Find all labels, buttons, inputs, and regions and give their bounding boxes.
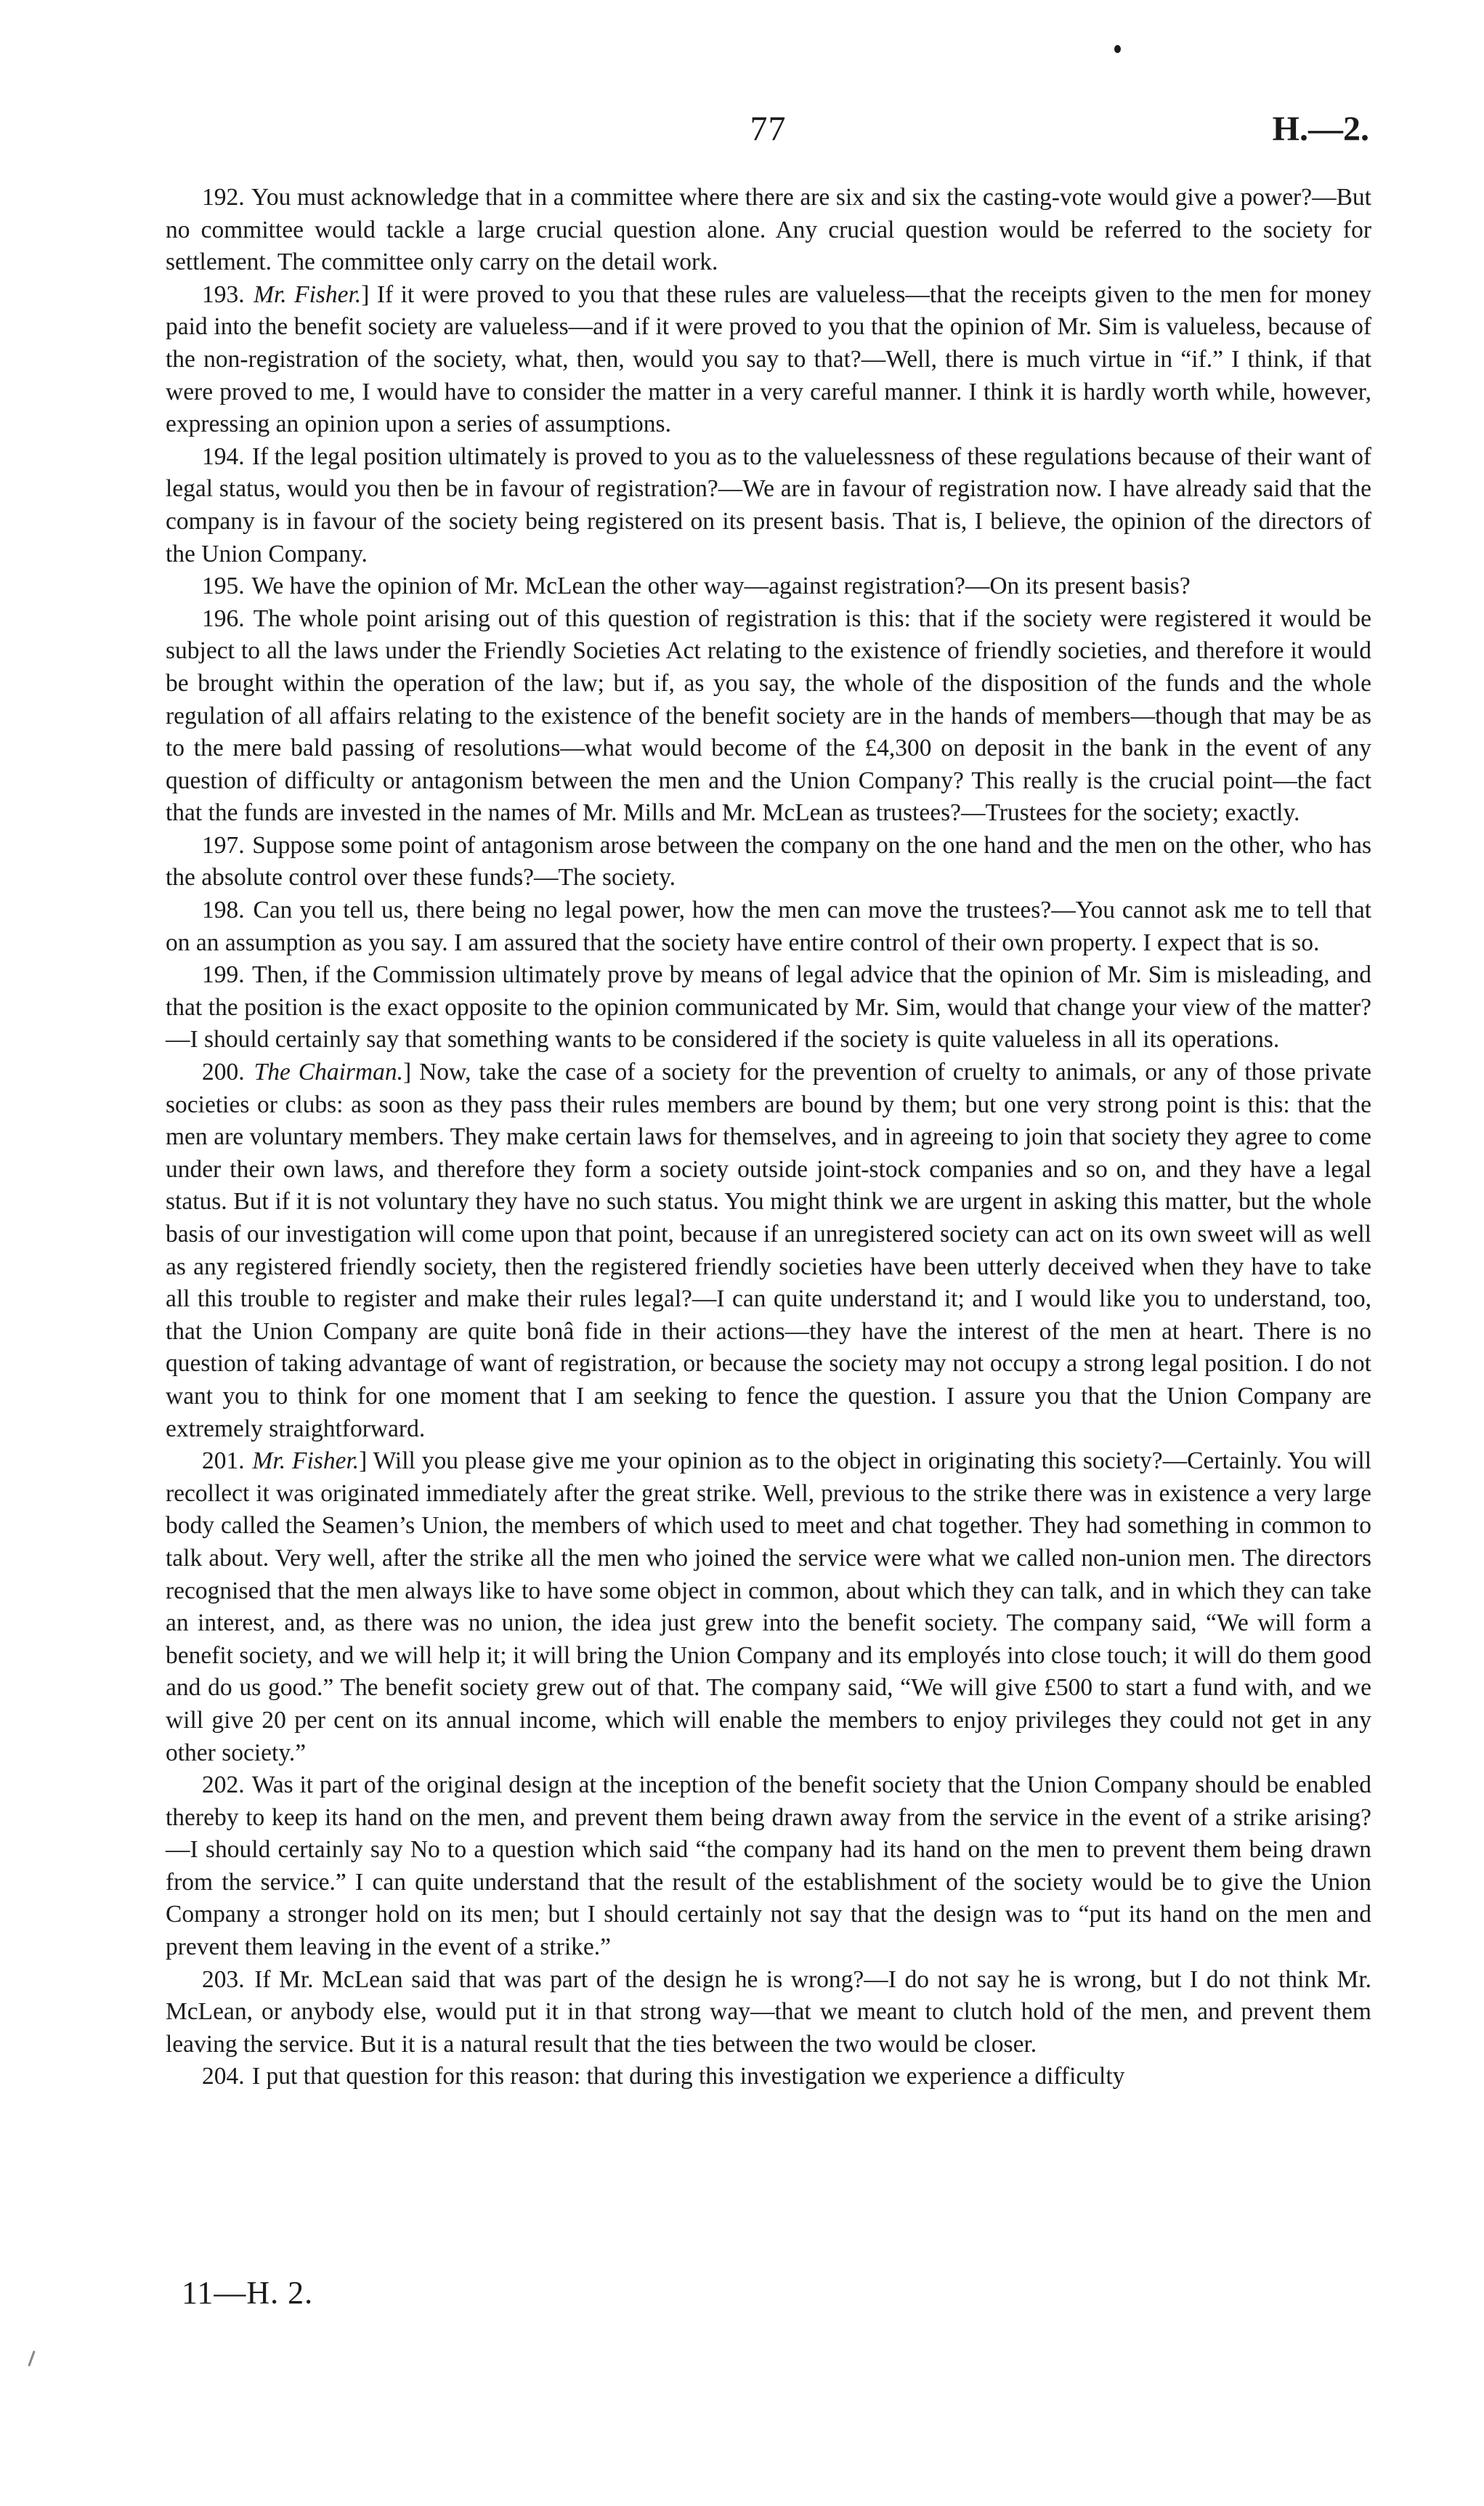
paragraph-text: Will you please give me your opinion as to the object in originating this society?—Certainly. You will recollect it was originated immediately after the great strike. Well, previous to the strike there was in existence a very large body called the Seamen’s Union, the members of which used to meet and chat together. They had something in common to talk about. Very well, after the strike all the men who joined the service were what we called non-union men. The directors recognised that the men always like to have some object in common, about which they can talk, and in which they can take an interest, and, as there was no union, the idea just grew into the benefit society. The company said, “We will form a benefit society, and we will help it; it will bring the Union Company and its employés into close touch; it will do them good and do us good.” The benefit society grew out of that. The company said, “We will give £500 to start a fund with, and we will give 20 per cent on its annual income, which will enable the members to enjoy privileges they could not get in any other society.”: [166, 1447, 1372, 1766]
paragraph-text: You must acknowledge that in a committee where there are six and six the casting-vote would give a power?—But no committee would tackle a large crucial question alone. Any crucial question would be referred to the society for settlement. The committee only carry on the detail work.: [166, 184, 1371, 276]
paragraph: 193. Mr. Fisher.] If it were proved to you that these rules are valueless—that the receipts given to the men for money paid into the benefit society are valueless—and if it were proved to you that the opinion of Mr. Sim is valueless, because of the non-registration of the society, what, then, would you say to that?—Well, there is much virtue in “if.” I think, if that were proved to me, I would have to consider the matter in a very careful manner. I think it is hardly worth while, however, expressing an opinion upon a series of assumptions.: [166, 280, 1372, 438]
question-number: 196.: [202, 605, 245, 632]
paragraph-text: If the legal position ultimately is proved to you as to the valuelessness of these regulations because of their want of legal status, would you then be in favour of registration?—We are in favour of registration now. I have already said that the company is in favour of the society being registered on its present basis. That is, I believe, the opinion of the directors of the Union Company.: [166, 442, 1372, 567]
question-number: 204.: [202, 2063, 245, 2090]
paragraph-text: Can you tell us, there being no legal power, how the men can move the trustees?—You cannot ask me to tell that on an assumption as you say. I am assured that the society have entire control of their own property. I expect that is so.: [166, 897, 1371, 956]
paragraph: [166, 959, 1371, 1056]
margin-mark: [28, 2351, 35, 2366]
scan-speck: [1114, 45, 1121, 53]
paragraph-text: Then, if the Commission ultimately prove by means of legal advice that the opinion of Mr. Sim is misleading, and that the position is the exact opposite to the opinion communicated by Mr. Sim, would that change your view of the matter?—I should certainly say that something wants to be considered if the society is quite valueless in all its operations.: [166, 961, 1371, 1054]
paragraph: [166, 1964, 1371, 2061]
paragraph-text: We have the opinion of Mr. McLean the other way—against registration?—On its present basis?: [251, 573, 1191, 600]
page-header: [167, 109, 1369, 153]
question-number: 194.: [202, 442, 245, 470]
paragraph: [166, 2061, 1371, 2093]
paragraph: [166, 830, 1371, 894]
question-number: 195.: [202, 573, 245, 600]
question-number: 193.: [202, 280, 245, 308]
paragraph: [166, 182, 1371, 279]
paragraph: [166, 894, 1371, 959]
paragraph-text: I put that question for this reason: that during this investigation we experience a difficulty: [252, 2063, 1125, 2090]
question-number: 192.: [202, 184, 245, 211]
paragraph: [166, 441, 1371, 570]
speaker: Mr. Fisher.: [252, 1447, 360, 1475]
paragraph-text: Suppose some point of antagonism arose between the company on the one hand and the men on the other, who has the absolute control over these funds?—The society.: [166, 831, 1371, 892]
question-number: 197.: [202, 831, 245, 859]
speaker: Mr. Fisher.: [254, 280, 362, 308]
question-number: 202.: [202, 1771, 245, 1799]
paragraph-text: Now, take the case of a society for the prevention of cruelty to animals, or any of those private societies or clubs: as soon as they pass their rules members are bound by them; but one very strong point is this: that the men are voluntary members. They make certain laws for themselves, and in agreeing to join that society they agree to come under their own laws, and therefore they form a society outside joint-stock companies and so on, and they have a legal status. But if it is not voluntary they have no such status. You might think we are urgent in asking this matter, but the whole basis of our investigation will come upon that point, because if an unregistered society can act on its own sweet will as well as any registered friendly society, then the registered friendly societies have been utterly deceived when they have to take all this trouble to register and make their rules legal?—I can quite understand it; and I would like you to understand, too, that the Union Company are quite bonâ fide in their actions—they have the interest of the men at heart. There is no question of taking advantage of want of registration, or because the society may not occupy a strong legal position. I do not want you to think for one moment that I am seeking to fence the question. I assure you that the Union Company are extremely straightforward.: [166, 1059, 1371, 1442]
paragraph: [166, 1769, 1371, 1964]
body-text: [166, 182, 1371, 2093]
paragraph: [166, 603, 1371, 830]
paragraph: [166, 570, 1371, 603]
paragraph-text: Was it part of the original design at the inception of the benefit society that the Union Company should be enabled thereby to keep its hand on the men, and prevent them being drawn away from the service in the event of a strike arising?—I should certainly say No to a question which said “the company had its hand on the men to prevent them being drawn from the service.” I can quite understand that the result of the establishment of the society would be to give the Union Company a stronger hold on its men; but I should certainly not say that the design was to “put its hand on the men and prevent them leaving in the event of a strike.”: [166, 1771, 1371, 1961]
page-number: 77: [750, 110, 787, 148]
question-number: 203.: [202, 1965, 245, 1993]
paragraph: 201. Mr. Fisher.] Will you please give me your opinion as to the object in originating this society?—Certainly. You will recollect it was originated immediately after the great strike. Well, previous to the strike there was in existence a very large body called the Seamen’s Union, the members of which used to meet and chat together. They had something in common to talk about. Very well, after the strike all the men who joined the service were what we called non-union men. The directors recognised that the men always like to have some object in common, about which they can talk, and in which they can take an interest, and, as there was no union, the idea just grew into the benefit society. The company said, “We will form a benefit society, and we will help it; it will bring the Union Company and its employés into close touch; it will do them good and do us good.” The benefit society grew out of that. The company said, “We will give £500 to start a fund with, and we will give 20 per cent on its annual income, which will enable the members to enjoy privileges they could not get in any other society.”: [166, 1447, 1372, 1766]
question-number: 201.: [202, 1447, 245, 1475]
paragraph: 200. The Chairman.] Now, take the case of a society for the prevention of cruelty to animals, or any of those private societies or clubs: as soon as they pass their rules members are bound by them; but one very strong point is this: that the men are voluntary members. They make certain laws for themselves, and in agreeing to join that society they agree to come under their own laws, and therefore they form a society outside joint-stock companies and so on, and they have a legal status. But if it is not voluntary they have no such status. You might think we are urgent in asking this matter, but the whole basis of our investigation will come upon that point, because if an unregistered society can act on its own sweet will as well as any registered friendly society, then the registered friendly societies have been utterly deceived when they have to take all this trouble to register and make their rules legal?—I can quite understand it; and I would like you to understand, too, that the Union Company are quite bonâ fide in their actions—they have the interest of the men at heart. There is no question of taking advantage of want of registration, or because the society may not occupy a strong legal position. I do not want you to think for one moment that I am seeking to fence the question. I assure you that the Union Company are extremely straightforward.: [166, 1059, 1371, 1442]
paragraph-text: If it were proved to you that these rules are valueless—that the receipts given to the men for money paid into the benefit society are valueless—and if it were proved to you that the opinion of Mr. Sim is valueless, because of the non-registration of the society, what, then, would you say to that?—Well, there is much virtue in “if.” I think, if that were proved to me, I would have to consider the matter in a very careful manner. I think it is hardly worth while, however, expressing an opinion upon a series of assumptions.: [166, 280, 1372, 438]
paragraph-text: If Mr. McLean said that was part of the design he is wrong?—I do not say he is wrong, but I do not think Mr. McLean, or anybody else, would put it in that strong way—that we meant to clutch hold of the men, and prevent them leaving the service. But it is a natural result that the ties between the two would be closer.: [166, 1965, 1372, 2058]
speaker: The Chairman.: [254, 1059, 404, 1086]
document-reference: H.—2.: [1272, 110, 1369, 148]
paragraph-text: The whole point arising out of this question of registration is this: that if the society were registered it would be subject to all the laws under the Friendly Societies Act relating to the existence of friendly societies, and therefore it would be brought within the operation of the law; but if, as you say, the whole of the disposition of the funds and the whole regulation of all affairs relating to the existence of the benefit society are in the hands of members—though that may be as to the mere bald passing of resolutions—what would become of the £4,300 on deposit in the bank in the event of any question of difficulty or antagonism between the men and the Union Company? This really is the crucial point—the fact that the funds are invested in the names of Mr. Mills and Mr. McLean as trustees?—Trustees for the society; exactly.: [166, 605, 1371, 827]
signature-mark: 11—H. 2.: [182, 2275, 314, 2311]
question-number: 200.: [202, 1059, 245, 1086]
question-number: 199.: [202, 961, 245, 989]
question-number: 198.: [202, 897, 245, 924]
